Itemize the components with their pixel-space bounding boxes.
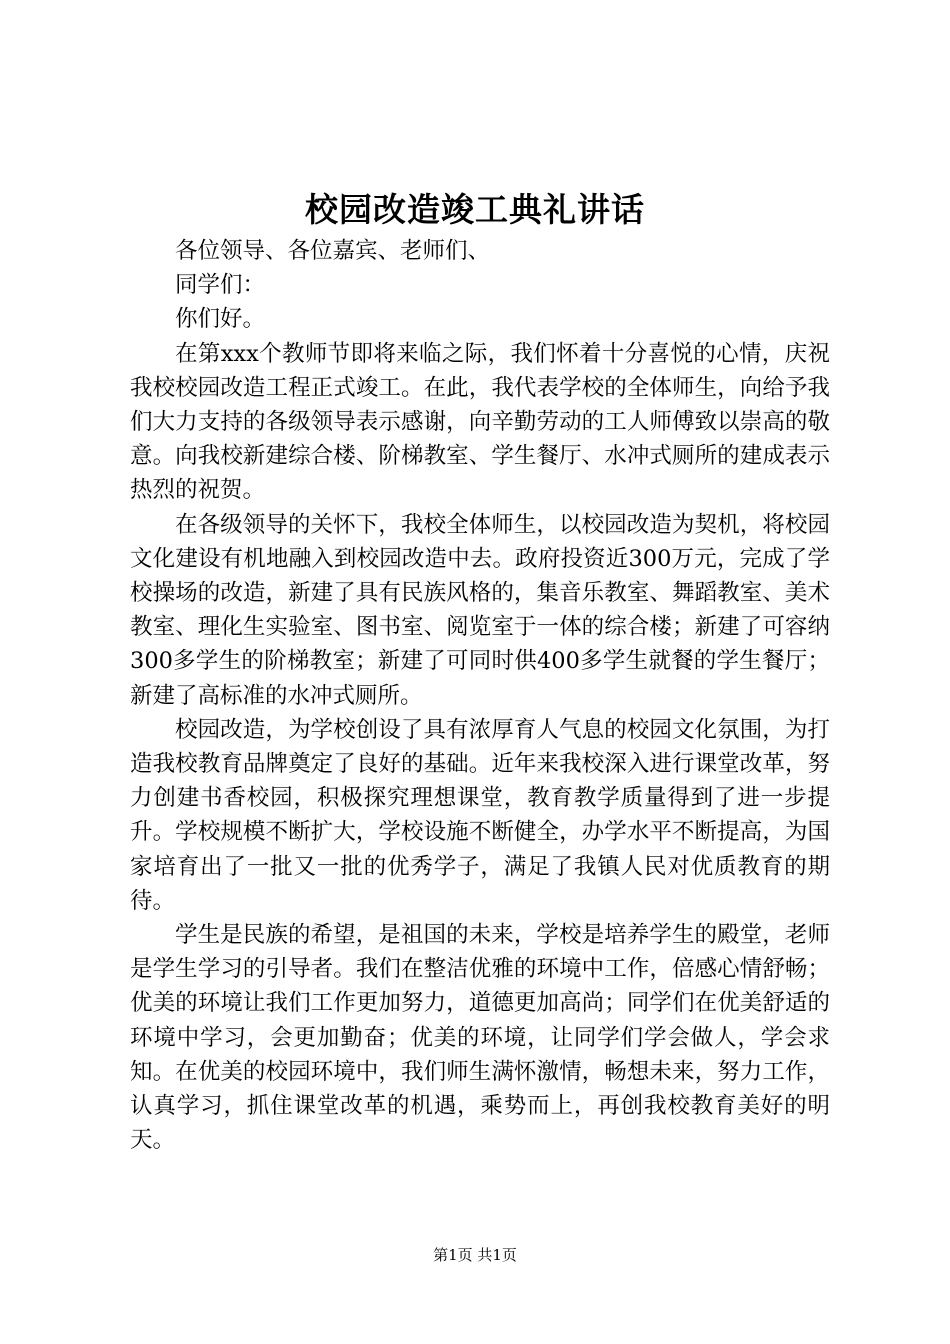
document-body xyxy=(130,234,830,1157)
document-title: 校园改造竣工典礼讲话 xyxy=(305,190,645,229)
paragraph-salutation-2: 同学们： xyxy=(175,272,266,299)
paragraph-opening: 在第xxx个教师节即将来临之际，我们怀着十分喜悦的心情，庆祝我校校园改造工程正式竣工。在此，我代表学校的全体师生，向给予我们大力支持的各级领导表示感谢，向辛勤劳动的工人师傅致以崇高的敬意。向我校新建综合楼、阶梯教室、学生餐厅、水冲式厕所的建成表示热烈的祝贺。 xyxy=(130,340,830,504)
paragraph-closing: 学生是民族的希望，是祖国的未来，学校是培养学生的殿堂，老师是学生学习的引导者。我们在整洁优雅的环境中工作，倍感心情舒畅；优美的环境让我们工作更加努力，道德更加高尚；同学们在优美舒适的环境中学习，会更加勤奋；优美的环境，让同学们学会做人，学会求知。在优美的校园环境中，我们师生满怀激情，畅想未来，努力工作，认真学习，抓住课堂改革的机遇，乘势而上，再创我校教育美好的明天。 xyxy=(130,922,830,1154)
paragraph-greeting: 你们好。 xyxy=(175,306,266,333)
page-footer: 第1页 共1页 xyxy=(433,1246,517,1264)
paragraph-construction: 在各级领导的关怀下，我校全体师生，以校园改造为契机，将校园文化建设有机地融入到校园改造中去。政府投资近300万元，完成了学校操场的改造，新建了具有民族风格的，集音乐教室、舞蹈教室、美术教室、理化生实验室、图书室、阅览室于一体的综合楼；新建了可容纳300多学生的阶梯教室；新建了可同时供400多学生就餐的学生餐厅；新建了高标准的水冲式厕所。 xyxy=(130,511,830,709)
paragraph-salutation-1: 各位领导、各位嘉宾、老师们、 xyxy=(175,238,491,264)
paragraph-achievements: 校园改造，为学校创设了具有浓厚育人气息的校园文化氛围，为打造我校教育品牌奠定了良好的基础。近年来我校深入进行课堂改革，努力创建书香校园，积极探究理想课堂，教育教学质量得到了进一步提升。学校规模不断扩大，学校设施不断健全，办学水平不断提高，为国家培育出了一批又一批的优秀学子，满足了我镇人民对优质教育的期待。 xyxy=(130,716,830,914)
